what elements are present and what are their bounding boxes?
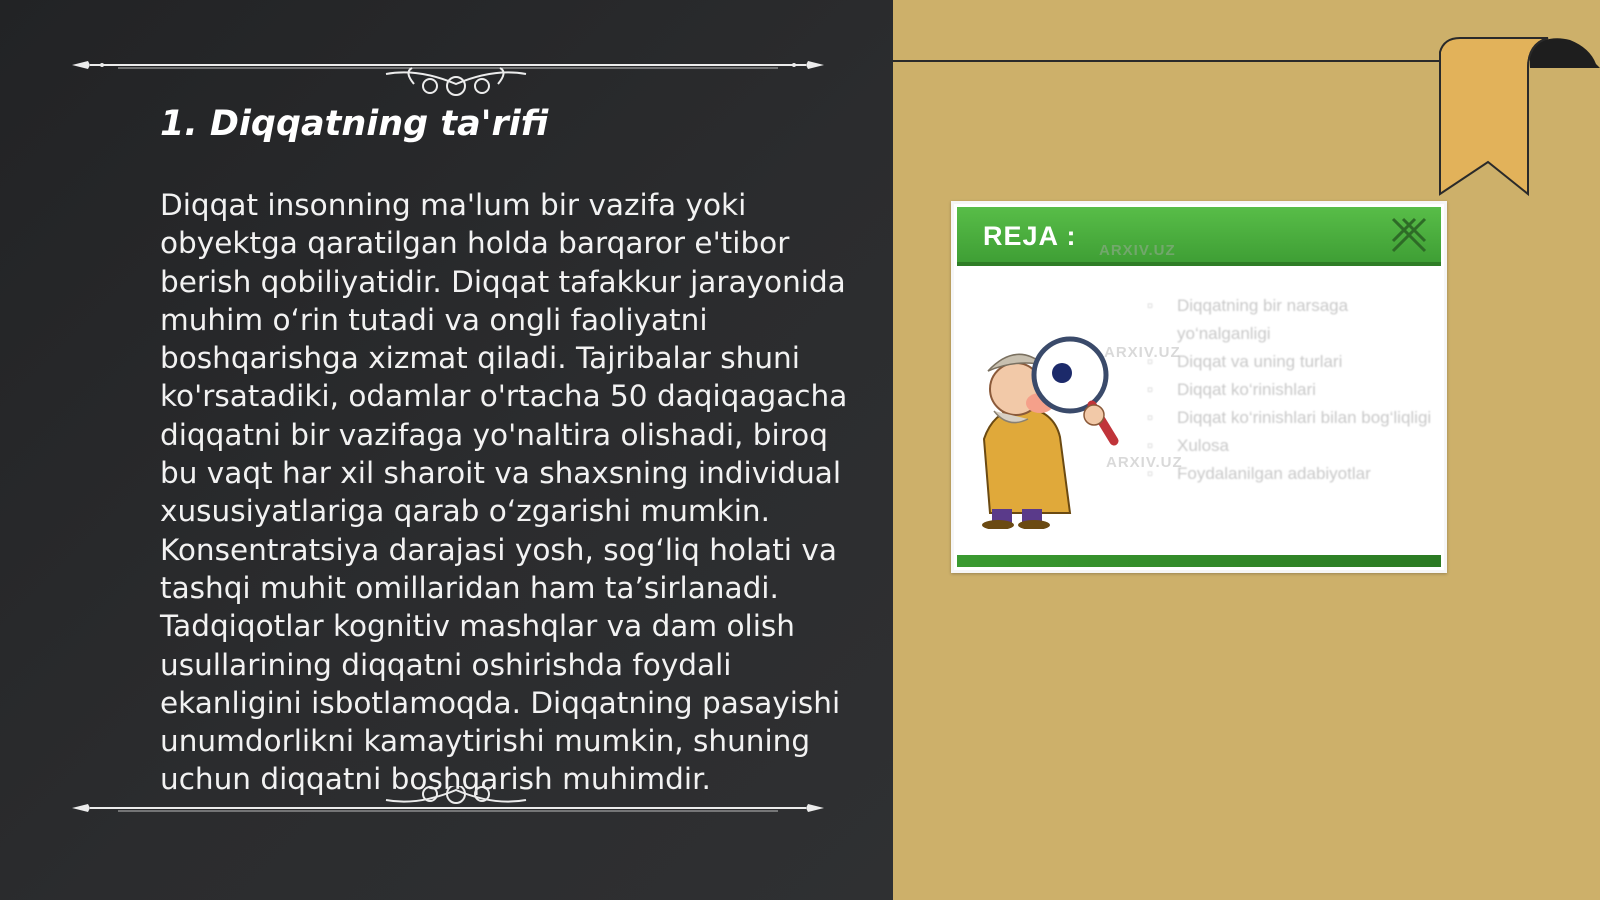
detective-magnifier-illustration — [964, 319, 1134, 529]
list-item: ▫ Xulosa — [1147, 432, 1437, 460]
thumbnail-watermark: ARXIV.UZ — [1104, 344, 1181, 361]
top-rule-line — [893, 60, 1453, 62]
bookmark-ribbon-icon — [1430, 30, 1600, 200]
thumbnail-watermark: ARXIV.UZ — [1106, 454, 1183, 471]
top-ornament-divider — [68, 52, 828, 96]
list-item: ▫ Diqqat ko‘rinishlari — [1147, 376, 1437, 404]
slide-thumbnail — [951, 201, 1447, 573]
list-item: ▫ Diqqatning bir narsaga yo‘nalganligi — [1147, 292, 1437, 348]
list-item: ▫ Diqqat va uning turlari — [1147, 348, 1437, 376]
slide-body-text: Diqqat insonning ma'lum bir vazifa yoki obyektga qaratilgan holda barqaror e'tibor berish qobiliyatidir. Diqqat tafakkur jarayonida muhim o‘rin tutadi va ongli faoliyatni boshqarishga xizmat qiladi. Tajribalar shuni ko'rsatadiki, odamlar o'rtacha 50 daqiqagacha diqqatni bir vazifaga yo'naltira olishadi, biroq bu vaqt har xil sharoit va shaxsning individual xususiyatlariga qarab o‘zgarishi mumkin. Konsentratsiya darajasi yosh, sog‘liq holati va tashqi muhit omillaridan ham ta’sirlanadi. Tadqiqotlar kognitiv mashqlar va dam olish usullarining diqqatni oshirishda foydali ekanligini isbotlamoqda. Diqqatning pasayishi unumdorlikni kamaytirishi mumkin, shuning uchun diqqatni boshqarish muhimdir. — [160, 188, 848, 797]
crossed-swords-icon — [1387, 213, 1431, 257]
list-item: ▫ Foydalanilgan adabiyotlar — [1147, 460, 1437, 488]
bottom-ornament-divider — [68, 786, 828, 830]
slide-title: 1. Diqqatning ta'rifi — [160, 104, 549, 144]
thumbnail-footer-bar — [957, 555, 1441, 567]
thumbnail-header — [957, 207, 1441, 266]
thumbnail-heading: REJA : — [983, 221, 1077, 251]
thumbnail-outline-list — [1147, 292, 1437, 488]
list-item: ▫ Diqqat ko‘rinishlari bilan bog‘liqligi — [1147, 404, 1437, 432]
thumbnail-watermark: ARXIV.UZ — [1099, 242, 1176, 259]
